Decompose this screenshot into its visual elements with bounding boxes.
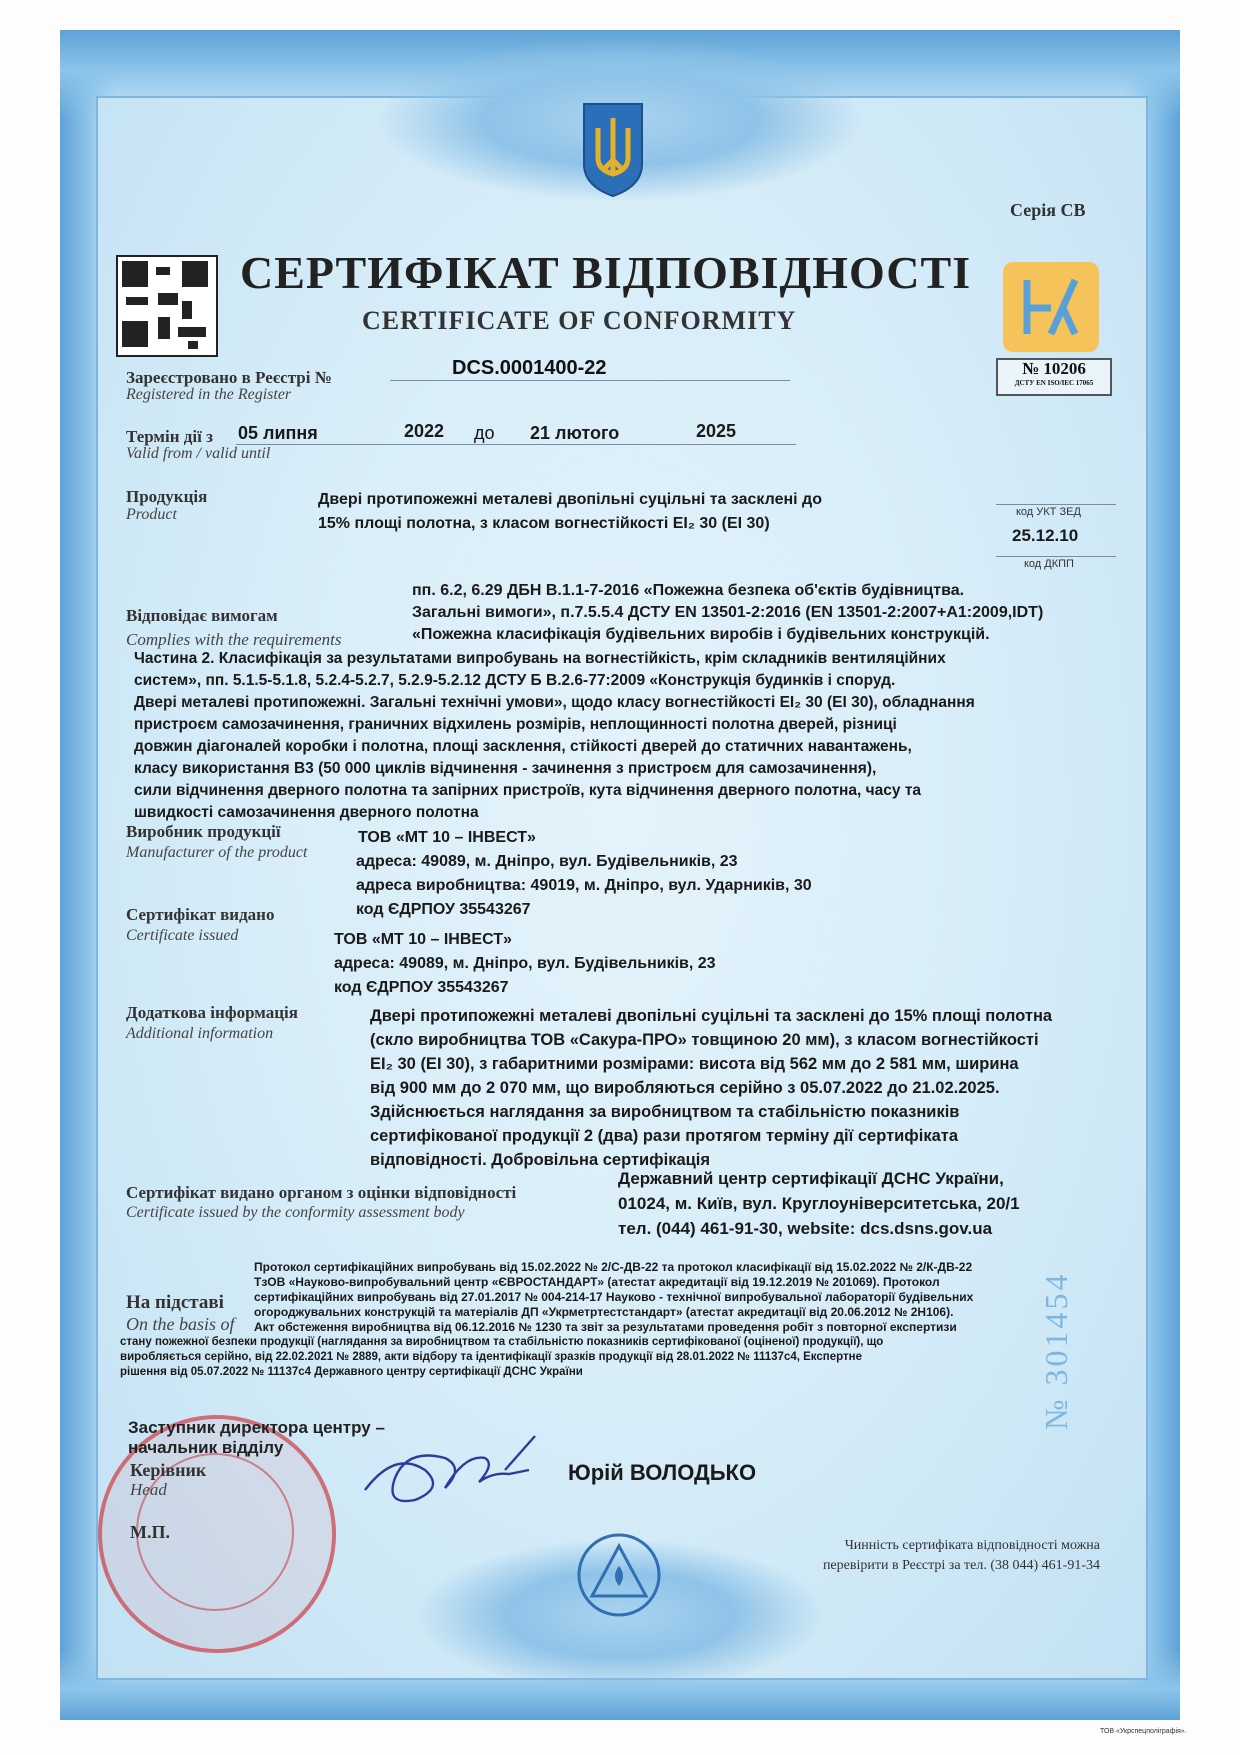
requirements-line: «Пожежна класифікація будівельних виробів і будівельних конструкцій. xyxy=(412,626,990,643)
serial-number: № 301454 xyxy=(1038,1271,1074,1430)
dsns-emblem-icon xyxy=(574,1530,664,1620)
product-description xyxy=(318,488,822,536)
code-underline xyxy=(996,496,1116,505)
manufacturer-address: адреса: 49089, м. Дніпро, вул. Будівельників, 23 xyxy=(356,853,738,870)
basis-label-en: On the basis of xyxy=(126,1314,235,1334)
registry-number: DCS.0001400-22 xyxy=(452,357,607,379)
requirements-line: Частина 2. Класифікація за результатами випробувань на вогнестійкість, крім складників вентиляційних xyxy=(134,650,946,667)
additional-line: відповідності. Добровільна сертифікація xyxy=(370,1151,710,1169)
valid-to-word: до xyxy=(474,423,495,443)
requirements-line: пп. 6.2, 6.29 ДБН В.1.1-7-2016 «Пожежна безпека об'єктів будівництва. xyxy=(412,582,965,599)
basis-text-head xyxy=(254,1260,1088,1335)
requirements-head xyxy=(412,580,1112,646)
body-contacts: тел. (044) 461-91-30, website: dcs.dsns.gov.ua xyxy=(618,1219,993,1238)
product-line: 15% площі полотна, з класом вогнестійкості EI₂ 30 (EI 30) xyxy=(318,515,770,532)
accreditation-logo-icon xyxy=(1003,262,1099,352)
issued-label: Сертифікат видано xyxy=(126,905,275,924)
valid-from-year: 2022 xyxy=(404,421,445,441)
additional-line: сертифікованої продукції 2 (два) рази протягом терміну дії сертифіката xyxy=(370,1127,959,1145)
accreditation-standard: ДСТУ EN ISO/IEC 17065 xyxy=(1014,379,1094,387)
verification-line: Чинність сертифіката відповідності можна xyxy=(844,1538,1100,1553)
manufacturer-details xyxy=(356,850,812,922)
requirements-body xyxy=(134,648,1114,824)
head-label-en: Head xyxy=(130,1480,167,1499)
basis-line: стану пожежної безпеки продукції (наглядання за виробництвом та стабільністю показників сертифікованої (оціненої) продукції), що xyxy=(120,1336,884,1348)
requirements-line: швидкості самозачинення дверного полотна xyxy=(134,804,479,821)
manufacturer-production-address: адреса виробництва: 49019, м. Дніпро, вул. Ударників, 30 xyxy=(356,877,812,894)
series-label: Серія СВ xyxy=(1010,200,1086,220)
issued-block xyxy=(334,928,716,1000)
manufacturer-name: ТОВ «МТ 10 – ІНВЕСТ» xyxy=(358,829,536,846)
accreditation-box xyxy=(996,358,1112,396)
additional-label: Додаткова інформація xyxy=(126,1003,298,1022)
accreditation-number: № 10206 xyxy=(1022,359,1086,378)
head-label: Керівник xyxy=(130,1460,207,1480)
body-block xyxy=(618,1166,1020,1241)
additional-text xyxy=(370,1004,1122,1172)
handwritten-signature xyxy=(355,1430,555,1520)
dkpp-label: код ДКПП xyxy=(1024,558,1074,570)
signatory-position xyxy=(128,1418,385,1458)
requirements-line: пристроєм самозачинення, граничних відхилень розмірів, неплощинності полотна дверей, різниці xyxy=(134,716,897,733)
issued-address: адреса: 49089, м. Дніпро, вул. Будівельників, 23 xyxy=(334,955,716,972)
verification-note xyxy=(800,1536,1100,1576)
basis-text-body xyxy=(120,1335,1080,1380)
basis-line: ТзОВ «Науково-випробувальний центр «ЄВРОСТАНДАРТ» (атестат акредитації від 19.12.2019 № 201069). Протокол xyxy=(254,1275,940,1289)
seal-label: М.П. xyxy=(130,1522,170,1542)
body-label: Сертифікат видано органом з оцінки відповідності xyxy=(126,1183,517,1202)
additional-label-en: Additional information xyxy=(126,1025,274,1042)
product-line: Двері протипожежні металеві двопільні суцільні та засклені до xyxy=(318,491,822,508)
certificate-title: СЕРТИФІКАТ ВІДПОВІДНОСТІ xyxy=(240,247,972,298)
registry-label-en: Registered in the Register xyxy=(126,386,292,403)
additional-line: Двері протипожежні металеві двопільні суцільні та засклені до 15% площі полотна xyxy=(370,1007,1053,1025)
additional-line: Здійснюється наглядання за виробництвом та стабільністю показників xyxy=(370,1103,960,1121)
manufacturer-label-en: Manufacturer of the product xyxy=(126,844,308,861)
manufacturer-block xyxy=(358,826,536,850)
issued-code: код ЄДРПОУ 35543267 xyxy=(334,979,509,996)
manufacturer-code: код ЄДРПОУ 35543267 xyxy=(356,901,531,918)
requirements-line: класу використання В3 (50 000 циклів відчинення - зачинення з пристроєм для самозачинення), xyxy=(134,760,877,777)
signatory-position-line: начальник відділу xyxy=(128,1438,284,1457)
certificate-title-en: CERTIFICATE OF CONFORMITY xyxy=(362,306,797,335)
additional-line: EI₂ 30 (EI 30), з габаритними розмірами: висота від 562 мм до 2 581 мм, ширина xyxy=(370,1055,1019,1073)
qr-code-icon xyxy=(116,255,218,357)
manufacturer-label: Виробник продукції xyxy=(126,822,281,841)
issued-name: ТОВ «МТ 10 – ІНВЕСТ» xyxy=(334,931,512,948)
ukt-zed-label: код УКТ ЗЕД xyxy=(1016,506,1081,518)
additional-line: (скло виробництва ТОВ «Сакура-ПРО» товщиною 20 мм), з класом вогнестійкості xyxy=(370,1031,1039,1049)
body-name: Державний центр сертифікації ДСНС України, xyxy=(618,1169,1004,1188)
basis-label: На підставі xyxy=(126,1292,224,1313)
valid-to-year: 2025 xyxy=(696,421,737,441)
body-label-en: Certificate issued by the conformity assessment body xyxy=(126,1204,465,1221)
requirements-line: довжин діагоналей коробки і полотна, площі засклення, стійкості дверей до статичних навантажень, xyxy=(134,738,912,755)
requirements-label-en: Complies with the requirements xyxy=(126,630,342,649)
requirements-line: Двері металеві протипожежні. Загальні технічні умови», щодо класу вогнестійкості EI₂ 30 (EI 30), обладнання xyxy=(134,694,975,711)
valid-from-date: 05 липня xyxy=(238,423,318,443)
basis-line: сертифікаційних випробувань від 27.01.2017 № 004-214-17 Науково - технічної випробувальної лабораторії будівельних xyxy=(254,1290,974,1304)
valid-to-date: 21 лютого xyxy=(530,423,620,443)
signatory-name: Юрій ВОЛОДЬКО xyxy=(568,1460,757,1485)
verification-line: перевірити в Реєстрі за тел. (38 044) 461-91-34 xyxy=(822,1558,1100,1573)
basis-line: Протокол сертифікаційних випробувань від 15.02.2022 № 2/С-ДВ-22 та протокол класифікації від 15.02.2022 № 2/К-ДВ-22 xyxy=(254,1260,973,1274)
code-underline-2 xyxy=(996,550,1116,557)
trident-emblem xyxy=(578,100,648,200)
basis-line: виробляється серійно, від 22.02.2021 № 2889, акти відбору та ідентифікації зразків продукції від 28.01.2022 № 11137с4, Експертне xyxy=(120,1351,862,1363)
product-label-en: Product xyxy=(126,506,177,523)
body-address: 01024, м. Київ, вул. Круглоуніверситетська, 20/1 xyxy=(618,1194,1020,1213)
signatory-position-line: Заступник директора центру – xyxy=(128,1418,385,1437)
requirements-line: сили відчинення дверного полотна та запірних пристроїв, кута відчинення дверного полотна, часу та xyxy=(134,782,922,799)
issued-label-en: Certificate issued xyxy=(126,927,239,944)
registry-label: Зареєстровано в Реєстрі № xyxy=(126,368,332,387)
validity-label-en: Valid from / valid until xyxy=(126,445,271,462)
basis-line: огороджувальних конструкцій та матеріалів ДП «Укрметртестстандарт» (атестат акредитації від 20.06.2012 № 2Н106). xyxy=(254,1305,954,1319)
requirements-line: систем», пп. 5.1.5-5.1.8, 5.2.4-5.2.7, 5.2.9-5.2.12 ДСТУ Б В.2.6-77:2009 «Конструкція будинків і споруд. xyxy=(134,672,896,689)
requirements-label: Відповідає вимогам xyxy=(126,606,278,625)
requirements-line: Загальні вимоги», п.7.5.5.4 ДСТУ EN 13501-2:2016 (EN 13501-2:2007+A1:2009,IDT) xyxy=(412,604,1044,621)
validity-label: Термін дії з xyxy=(126,427,213,446)
additional-line: від 900 мм до 2 070 мм, що виробляються серійно з 05.07.2022 до 21.02.2025. xyxy=(370,1079,1000,1097)
product-label: Продукція xyxy=(126,487,208,506)
printer-credit: ТОВ «Укрспецполіграфія». xyxy=(1100,1728,1187,1735)
basis-line: Акт обстеження виробництва від 06.12.2016 № 1230 та звіт за результатами проведення робіт з повторної експертизи xyxy=(254,1320,957,1334)
basis-line: рішення від 05.07.2022 № 11137с4 Державного центру сертифікації ДСНС України xyxy=(120,1366,583,1378)
ukt-zed-code: 25.12.10 xyxy=(1012,526,1079,545)
